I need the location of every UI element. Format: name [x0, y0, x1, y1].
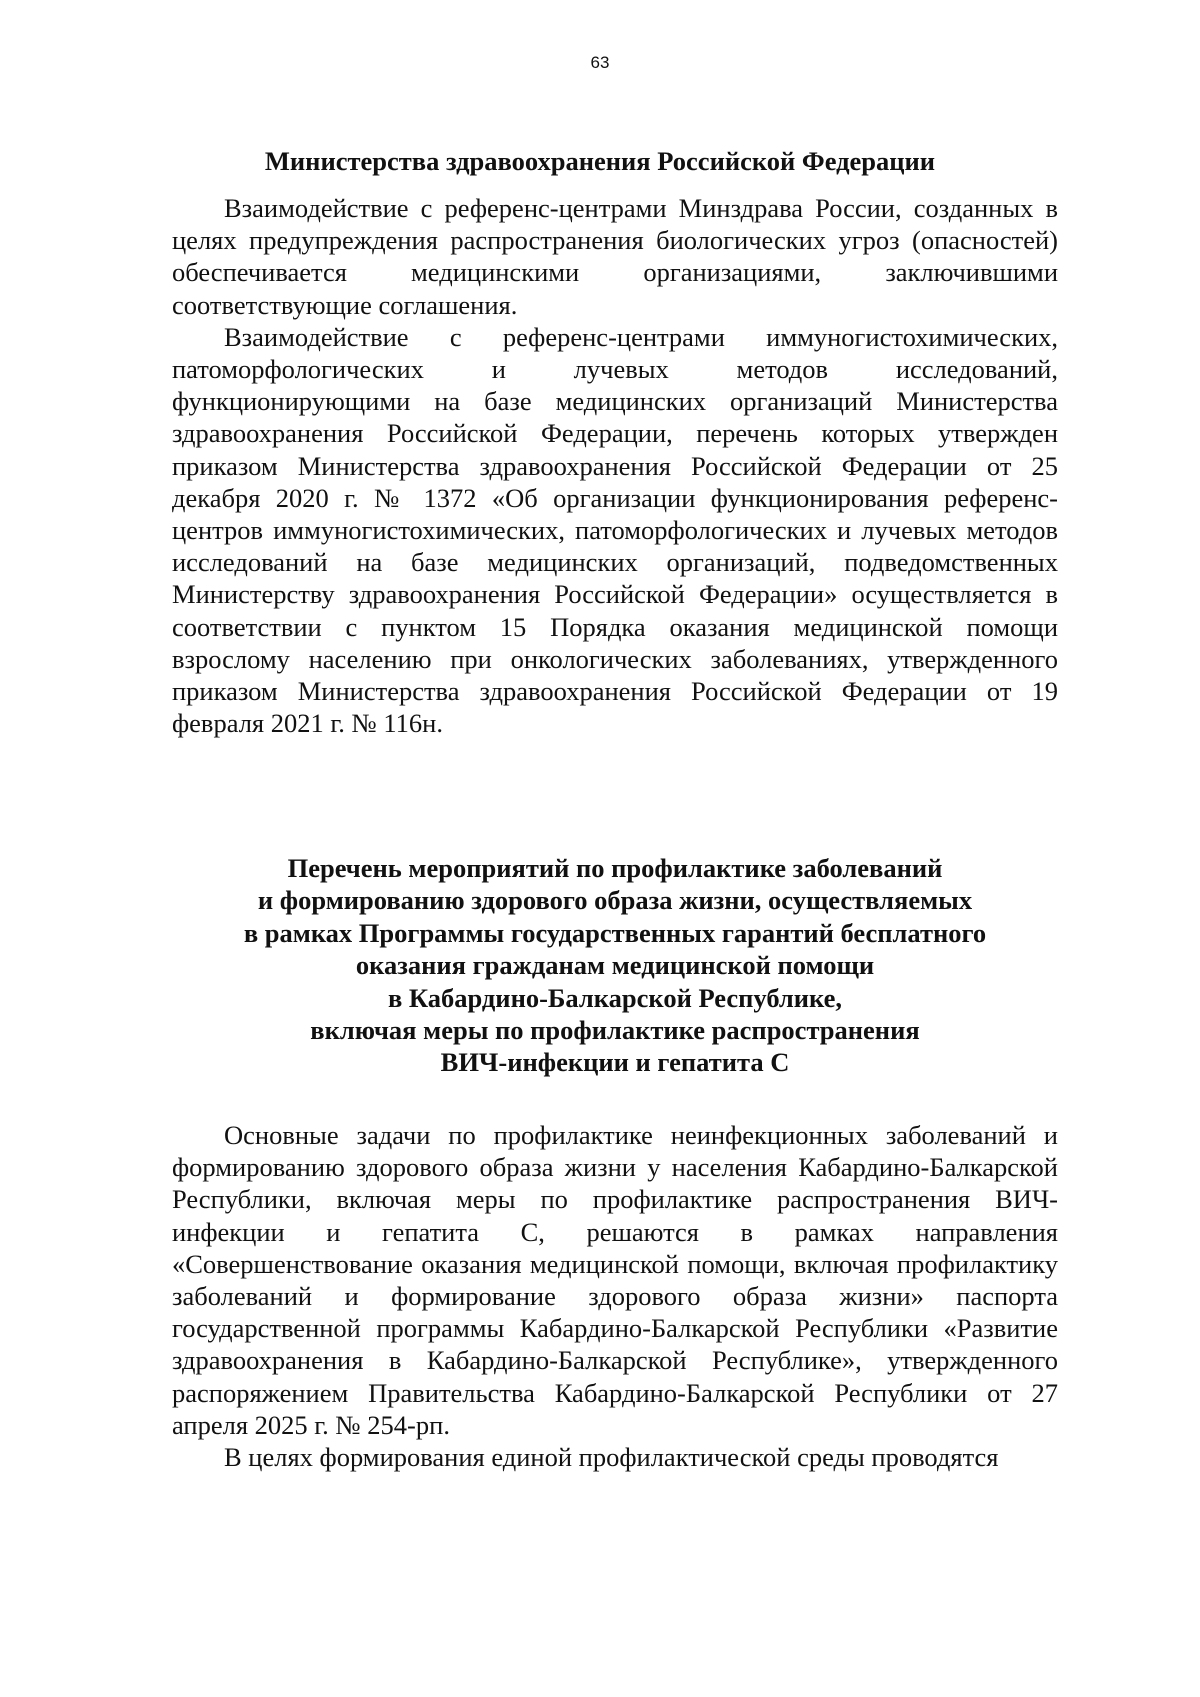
section2-heading-line: и формированию здорового образа жизни, осуществляемых	[257, 885, 973, 916]
section2-heading-line: в рамках Программы государственных гарантий бесплатного	[243, 917, 987, 948]
top-heading: Министерства здравоохранения Российской Федерации	[264, 146, 936, 176]
section2-heading-line: Перечень мероприятий по профилактике заболеваний	[287, 853, 943, 883]
section1-body	[172, 192, 1058, 739]
section2-heading-line: ВИЧ-инфекции и гепатита С	[440, 1047, 790, 1078]
section1-paragraph-1: Взаимодействие с референс-центрами Минздрава России, созданных в целях предупреждения распространения биологических угроз (опасностей) обеспечивается медицинскими организациями, заключившими соответствующие соглашения.	[172, 193, 1058, 320]
section1-paragraph-2: Взаимодействие с референс-центрами иммуногистохимических, патоморфологических и лучевых методов исследований, функционирующими на базе медицинских организаций Министерства здравоохранения Российской Федерации, перечень которых утвержден приказом Министерства здравоохранения Российской Федерации от 25 декабря 2020 г. № 1372 «Об организации функционирования референс-центров иммуногистохимических, патоморфологических и лучевых методов исследований на базе медицинских организаций, подведомственных Министерству здравоохранения Российской Федерации» осуществляется в соответствии с пунктом 15 Порядка оказания медицинской помощи взрослому населению при онкологических заболеваниях, утвержденного приказом Министерства здравоохранения Российской Федерации от 19 февраля 2021 г. № 116н.	[172, 321, 1058, 739]
section2-heading-line: включая меры по профилактике распространения	[310, 1015, 920, 1046]
page-number: 63	[590, 53, 610, 72]
section2-heading-line: оказания гражданам медицинской помощи	[355, 950, 875, 981]
section2-paragraph-1: Основные задачи по профилактике неинфекционных заболеваний и формированию здорового образа жизни у населения Кабардино-Балкарской Республики, включая меры по профилактике распространения ВИЧ-инфекции и гепатита С, решаются в рамках направления «Совершенствование оказания медицинской помощи, включая профилактику заболеваний и формирование здорового образа жизни» паспорта государственной программы Кабардино-Балкарской Республики «Развитие здравоохранения в Кабардино-Балкарской Республике», утвержденного распоряжением Правительства Кабардино-Балкарской Республики от 27 апреля 2025 г. № 254-рп.	[172, 1120, 1058, 1440]
section2-heading	[140, 852, 1090, 1079]
section2-paragraph-2: В целях формирования единой профилактической среды проводятся	[224, 1442, 999, 1473]
section2-body	[172, 1119, 1058, 1473]
section2-heading-line: в Кабардино-Балкарской Республике,	[387, 982, 843, 1013]
